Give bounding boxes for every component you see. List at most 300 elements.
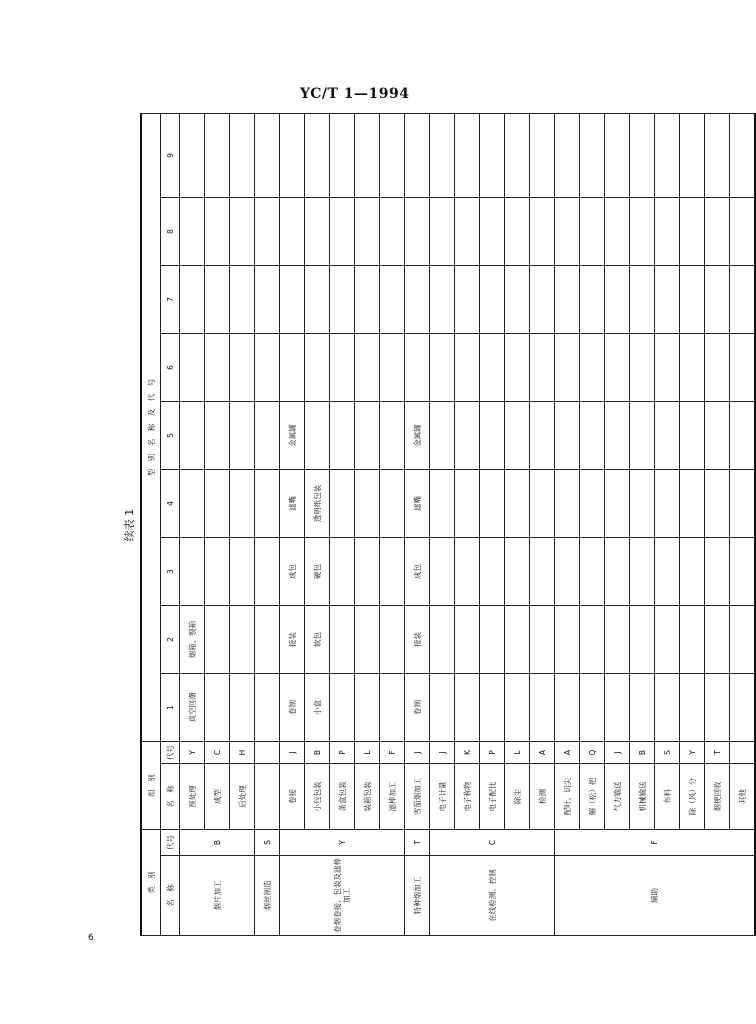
table-caption: 续表 1 [123, 508, 136, 542]
type-cell-4: 滤嘴 [405, 470, 430, 538]
type-cell-3 [180, 538, 205, 606]
group-code-cell: P [330, 742, 355, 764]
type-cell-3: 成包 [405, 538, 430, 606]
type-cell-4 [605, 470, 630, 538]
type-cell-9 [355, 113, 380, 197]
type-cell-6 [205, 334, 230, 402]
type-cell-8 [330, 198, 355, 266]
type-cell-7 [655, 266, 680, 334]
type-cell-3 [230, 538, 255, 606]
header-group-code: 代号 [161, 742, 180, 764]
type-cell-2 [655, 606, 680, 674]
type-cell-5 [430, 402, 455, 470]
type-cell-4: 透明纸包装 [305, 470, 330, 538]
type-cell-4 [455, 470, 480, 538]
type-cell-6 [605, 334, 630, 402]
type-cell-5 [555, 402, 580, 470]
category-name-cell: 在线检测、控制 [430, 856, 555, 936]
type-cell-6 [355, 334, 380, 402]
type-cell-8 [530, 198, 555, 266]
type-cell-2: 接装 [280, 606, 305, 674]
type-cell-4 [255, 470, 280, 538]
category-code-cell: F [555, 830, 756, 856]
table-row [480, 113, 505, 935]
type-cell-5 [730, 402, 756, 470]
type-cell-1 [205, 674, 230, 742]
type-cell-6 [255, 334, 280, 402]
type-cell-6 [655, 334, 680, 402]
type-cell-6 [180, 334, 205, 402]
type-cell-2 [580, 606, 605, 674]
type-cell-2: 软包 [305, 606, 330, 674]
type-cell-7 [680, 266, 705, 334]
type-cell-3 [555, 538, 580, 606]
type-cell-9 [405, 113, 430, 197]
type-cell-3: 硬包 [305, 538, 330, 606]
type-cell-1: 卷制 [280, 674, 305, 742]
type-cell-6 [580, 334, 605, 402]
type-cell-4 [680, 470, 705, 538]
type-cell-9 [430, 113, 455, 197]
type-cell-8 [380, 198, 405, 266]
table-row [605, 113, 630, 935]
type-cell-8 [455, 198, 480, 266]
type-cell-2 [380, 606, 405, 674]
group-name-cell: 配叶、切尖 [555, 764, 580, 830]
type-cell-7 [505, 266, 530, 334]
type-cell-5: 金属罐 [280, 402, 305, 470]
type-cell-9 [380, 113, 405, 197]
type-cell-4 [480, 470, 505, 538]
type-cell-9 [455, 113, 480, 197]
header-group: 组 别 [141, 742, 161, 830]
type-cell-5 [455, 402, 480, 470]
group-code-cell: A [555, 742, 580, 764]
type-cell-7 [580, 266, 605, 334]
table-row [530, 113, 555, 935]
type-cell-7 [255, 266, 280, 334]
group-code-cell: Q [580, 742, 605, 764]
group-name-cell: 条盒包装 [330, 764, 355, 830]
page-number: 6 [88, 933, 94, 943]
group-name-cell: 电子配比 [480, 764, 505, 830]
group-name-cell: 电子计量 [430, 764, 455, 830]
type-cell-6 [380, 334, 405, 402]
type-cell-7 [230, 266, 255, 334]
type-cell-2 [505, 606, 530, 674]
type-cell-9 [480, 113, 505, 197]
type-cell-4 [630, 470, 655, 538]
type-cell-8 [255, 198, 280, 266]
type-cell-9 [255, 113, 280, 197]
type-cell-2 [455, 606, 480, 674]
group-code-cell: S [655, 742, 680, 764]
type-cell-4 [580, 470, 605, 538]
type-cell-1 [680, 674, 705, 742]
category-code-cell: S [255, 830, 280, 856]
type-cell-4 [355, 470, 380, 538]
category-name-cell: 卷烟卷接、包装及滤棒加工 [280, 856, 405, 936]
group-name-cell: 检测 [530, 764, 555, 830]
type-cell-1 [430, 674, 455, 742]
type-cell-7 [180, 266, 205, 334]
type-cell-1 [355, 674, 380, 742]
type-cell-3 [530, 538, 555, 606]
type-cell-1: 真空回潮 [180, 674, 205, 742]
type-cell-1 [330, 674, 355, 742]
type-cell-1 [480, 674, 505, 742]
type-cell-2: 接装 [405, 606, 430, 674]
group-code-cell: T [705, 742, 730, 764]
table-row [705, 113, 730, 935]
type-cell-2 [705, 606, 730, 674]
table-row [455, 113, 480, 935]
type-cell-3 [480, 538, 505, 606]
group-name-cell: 电子称物 [455, 764, 480, 830]
type-cell-3 [430, 538, 455, 606]
type-cell-6 [555, 334, 580, 402]
type-cell-6 [430, 334, 455, 402]
type-cell-2 [630, 606, 655, 674]
classification-table [140, 113, 756, 936]
group-code-cell: L [355, 742, 380, 764]
type-cell-5 [530, 402, 555, 470]
type-cell-4 [705, 470, 730, 538]
group-code-cell [255, 742, 280, 764]
type-cell-8 [355, 198, 380, 266]
type-cell-2 [605, 606, 630, 674]
table-row [505, 113, 530, 935]
type-cell-3 [730, 538, 756, 606]
type-cell-3: 成包 [280, 538, 305, 606]
category-code-cell: C [430, 830, 555, 856]
type-cell-9 [555, 113, 580, 197]
category-name-cell: 特种烟加工 [405, 856, 430, 936]
type-cell-5 [205, 402, 230, 470]
group-name-cell: 成型 [205, 764, 230, 830]
type-cell-9 [730, 113, 756, 197]
header-type-names: 型 别 名 称 及 代 号 [141, 113, 161, 741]
group-code-cell: J [280, 742, 305, 764]
type-cell-7 [430, 266, 455, 334]
group-name-cell: 装箱包装 [355, 764, 380, 830]
table-row [405, 113, 430, 935]
type-cell-5 [630, 402, 655, 470]
type-cell-7 [280, 266, 305, 334]
type-cell-6 [505, 334, 530, 402]
group-name-cell: 烟梗回收 [705, 764, 730, 830]
type-cell-5 [305, 402, 330, 470]
type-cell-1 [230, 674, 255, 742]
type-cell-9 [705, 113, 730, 197]
type-cell-1 [555, 674, 580, 742]
header-num-2: 2 [161, 606, 180, 674]
table-row [555, 113, 580, 935]
type-cell-3 [630, 538, 655, 606]
type-cell-6 [455, 334, 480, 402]
type-cell-4 [330, 470, 355, 538]
group-name-cell: 雪茄烟加工 [405, 764, 430, 830]
group-code-cell: C [205, 742, 230, 764]
type-cell-3 [505, 538, 530, 606]
type-cell-5 [380, 402, 405, 470]
group-name-cell: 预处理 [180, 764, 205, 830]
type-cell-5 [230, 402, 255, 470]
group-code-cell: K [455, 742, 480, 764]
header-category-code: 代号 [161, 830, 180, 856]
type-cell-8 [430, 198, 455, 266]
type-cell-8 [580, 198, 605, 266]
type-cell-1 [455, 674, 480, 742]
type-cell-2 [555, 606, 580, 674]
type-cell-4 [205, 470, 230, 538]
type-cell-3 [330, 538, 355, 606]
table-row [305, 113, 330, 935]
type-cell-7 [355, 266, 380, 334]
type-cell-2 [255, 606, 280, 674]
category-name-cell: 辅助 [555, 856, 756, 936]
type-cell-7 [630, 266, 655, 334]
type-cell-1 [255, 674, 280, 742]
type-cell-6 [280, 334, 305, 402]
type-cell-6 [230, 334, 255, 402]
type-cell-9 [280, 113, 305, 197]
header-num-6: 6 [161, 334, 180, 402]
header-num-8: 8 [161, 198, 180, 266]
type-cell-9 [180, 113, 205, 197]
type-cell-8 [230, 198, 255, 266]
type-cell-5 [580, 402, 605, 470]
type-cell-1 [580, 674, 605, 742]
type-cell-7 [205, 266, 230, 334]
type-cell-3 [580, 538, 605, 606]
group-name-cell: 滤棒加工 [380, 764, 405, 830]
table-row [180, 113, 205, 935]
type-cell-5 [655, 402, 680, 470]
table-row [655, 113, 680, 935]
group-name-cell: 后处理 [230, 764, 255, 830]
type-cell-7 [555, 266, 580, 334]
type-cell-2 [355, 606, 380, 674]
table-row [630, 113, 655, 935]
header-num-7: 7 [161, 266, 180, 334]
type-cell-2 [330, 606, 355, 674]
type-cell-1 [705, 674, 730, 742]
header-num-9: 9 [161, 113, 180, 197]
type-cell-8 [505, 198, 530, 266]
group-code-cell: P [480, 742, 505, 764]
type-cell-4 [730, 470, 756, 538]
type-cell-8 [305, 198, 330, 266]
type-cell-7 [530, 266, 555, 334]
type-cell-9 [205, 113, 230, 197]
type-cell-4 [380, 470, 405, 538]
type-cell-3 [605, 538, 630, 606]
type-cell-4 [430, 470, 455, 538]
type-cell-1: 小盒 [305, 674, 330, 742]
group-code-cell: B [630, 742, 655, 764]
type-cell-8 [280, 198, 305, 266]
type-cell-7 [705, 266, 730, 334]
type-cell-4 [505, 470, 530, 538]
type-cell-8 [405, 198, 430, 266]
category-code-cell: Y [280, 830, 405, 856]
group-code-cell [730, 742, 756, 764]
group-name-cell: 小包包装 [305, 764, 330, 830]
type-cell-7 [605, 266, 630, 334]
table-row [380, 113, 405, 935]
type-cell-2: 烟箱、裂箱 [180, 606, 205, 674]
group-code-cell: A [530, 742, 555, 764]
type-cell-8 [705, 198, 730, 266]
type-cell-5 [480, 402, 505, 470]
group-name-cell: 解（松）把 [580, 764, 605, 830]
type-cell-1 [630, 674, 655, 742]
type-cell-8 [730, 198, 756, 266]
type-cell-4 [530, 470, 555, 538]
group-code-cell: J [405, 742, 430, 764]
type-cell-5 [180, 402, 205, 470]
group-code-cell: Y [180, 742, 205, 764]
type-cell-8 [680, 198, 705, 266]
type-cell-6 [630, 334, 655, 402]
type-cell-9 [330, 113, 355, 197]
type-cell-9 [655, 113, 680, 197]
type-cell-7 [455, 266, 480, 334]
group-code-cell: B [305, 742, 330, 764]
category-code-cell: B [180, 830, 255, 856]
table-row [330, 113, 355, 935]
type-cell-4 [230, 470, 255, 538]
header-group-name: 名 称 [161, 764, 180, 830]
type-cell-6 [705, 334, 730, 402]
category-code-cell: T [405, 830, 430, 856]
type-cell-2 [530, 606, 555, 674]
type-cell-6 [330, 334, 355, 402]
type-cell-5 [355, 402, 380, 470]
group-name-cell: 机械输送 [630, 764, 655, 830]
table-row [680, 113, 705, 935]
group-name-cell: 其他 [730, 764, 756, 830]
type-cell-9 [605, 113, 630, 197]
group-name-cell: 除（风）分 [680, 764, 705, 830]
type-cell-3 [205, 538, 230, 606]
type-cell-1 [530, 674, 555, 742]
type-cell-7 [305, 266, 330, 334]
type-cell-4 [655, 470, 680, 538]
type-cell-2 [430, 606, 455, 674]
type-cell-3 [255, 538, 280, 606]
group-name-cell: 除尘 [505, 764, 530, 830]
table-row [255, 113, 280, 935]
type-cell-6 [305, 334, 330, 402]
type-cell-2 [680, 606, 705, 674]
type-cell-8 [480, 198, 505, 266]
table-row [430, 113, 455, 935]
table-row [730, 113, 756, 935]
type-cell-5: 金属罐 [405, 402, 430, 470]
type-cell-1 [730, 674, 756, 742]
group-code-cell: F [380, 742, 405, 764]
group-code-cell: H [230, 742, 255, 764]
header-category: 类 别 [141, 830, 161, 936]
type-cell-1 [380, 674, 405, 742]
type-cell-9 [505, 113, 530, 197]
type-cell-6 [405, 334, 430, 402]
type-cell-6 [730, 334, 756, 402]
table-row [355, 113, 380, 935]
type-cell-4 [180, 470, 205, 538]
type-cell-7 [480, 266, 505, 334]
header-num-3: 3 [161, 538, 180, 606]
type-cell-3 [705, 538, 730, 606]
type-cell-3 [355, 538, 380, 606]
type-cell-2 [730, 606, 756, 674]
standard-header: YC/T 1—1994 [300, 86, 410, 102]
type-cell-9 [630, 113, 655, 197]
type-cell-3 [680, 538, 705, 606]
type-cell-3 [655, 538, 680, 606]
group-name-cell: 卷接 [280, 764, 305, 830]
rotated-table-block [122, 114, 747, 936]
type-cell-7 [380, 266, 405, 334]
type-cell-2 [480, 606, 505, 674]
header-num-5: 5 [161, 402, 180, 470]
type-cell-5 [330, 402, 355, 470]
type-cell-3 [455, 538, 480, 606]
type-cell-2 [230, 606, 255, 674]
category-name-cell: 烟丝制造 [255, 856, 280, 936]
type-cell-6 [480, 334, 505, 402]
group-code-cell: L [505, 742, 530, 764]
table-row [230, 113, 255, 935]
type-cell-5 [680, 402, 705, 470]
table-row [205, 113, 230, 935]
type-cell-5 [605, 402, 630, 470]
type-cell-8 [630, 198, 655, 266]
type-cell-8 [180, 198, 205, 266]
table-row [580, 113, 605, 935]
table-body [180, 113, 756, 935]
group-code-cell: J [430, 742, 455, 764]
type-cell-1 [605, 674, 630, 742]
type-cell-8 [205, 198, 230, 266]
type-cell-9 [230, 113, 255, 197]
type-cell-9 [305, 113, 330, 197]
type-cell-6 [530, 334, 555, 402]
group-name-cell: 气力输送 [605, 764, 630, 830]
header-category-name: 名 称 [161, 856, 180, 936]
type-cell-7 [330, 266, 355, 334]
table-row [280, 113, 305, 935]
header-num-1: 1 [161, 674, 180, 742]
type-cell-8 [555, 198, 580, 266]
type-cell-5 [505, 402, 530, 470]
type-cell-5 [705, 402, 730, 470]
type-cell-9 [530, 113, 555, 197]
type-cell-8 [655, 198, 680, 266]
group-name-cell: 布料 [655, 764, 680, 830]
type-cell-1: 卷制 [405, 674, 430, 742]
type-cell-1 [655, 674, 680, 742]
type-cell-8 [605, 198, 630, 266]
group-code-cell: J [605, 742, 630, 764]
type-cell-7 [730, 266, 756, 334]
category-name-cell: 烟片加工 [180, 856, 255, 936]
type-cell-9 [680, 113, 705, 197]
type-cell-6 [680, 334, 705, 402]
type-cell-7 [405, 266, 430, 334]
